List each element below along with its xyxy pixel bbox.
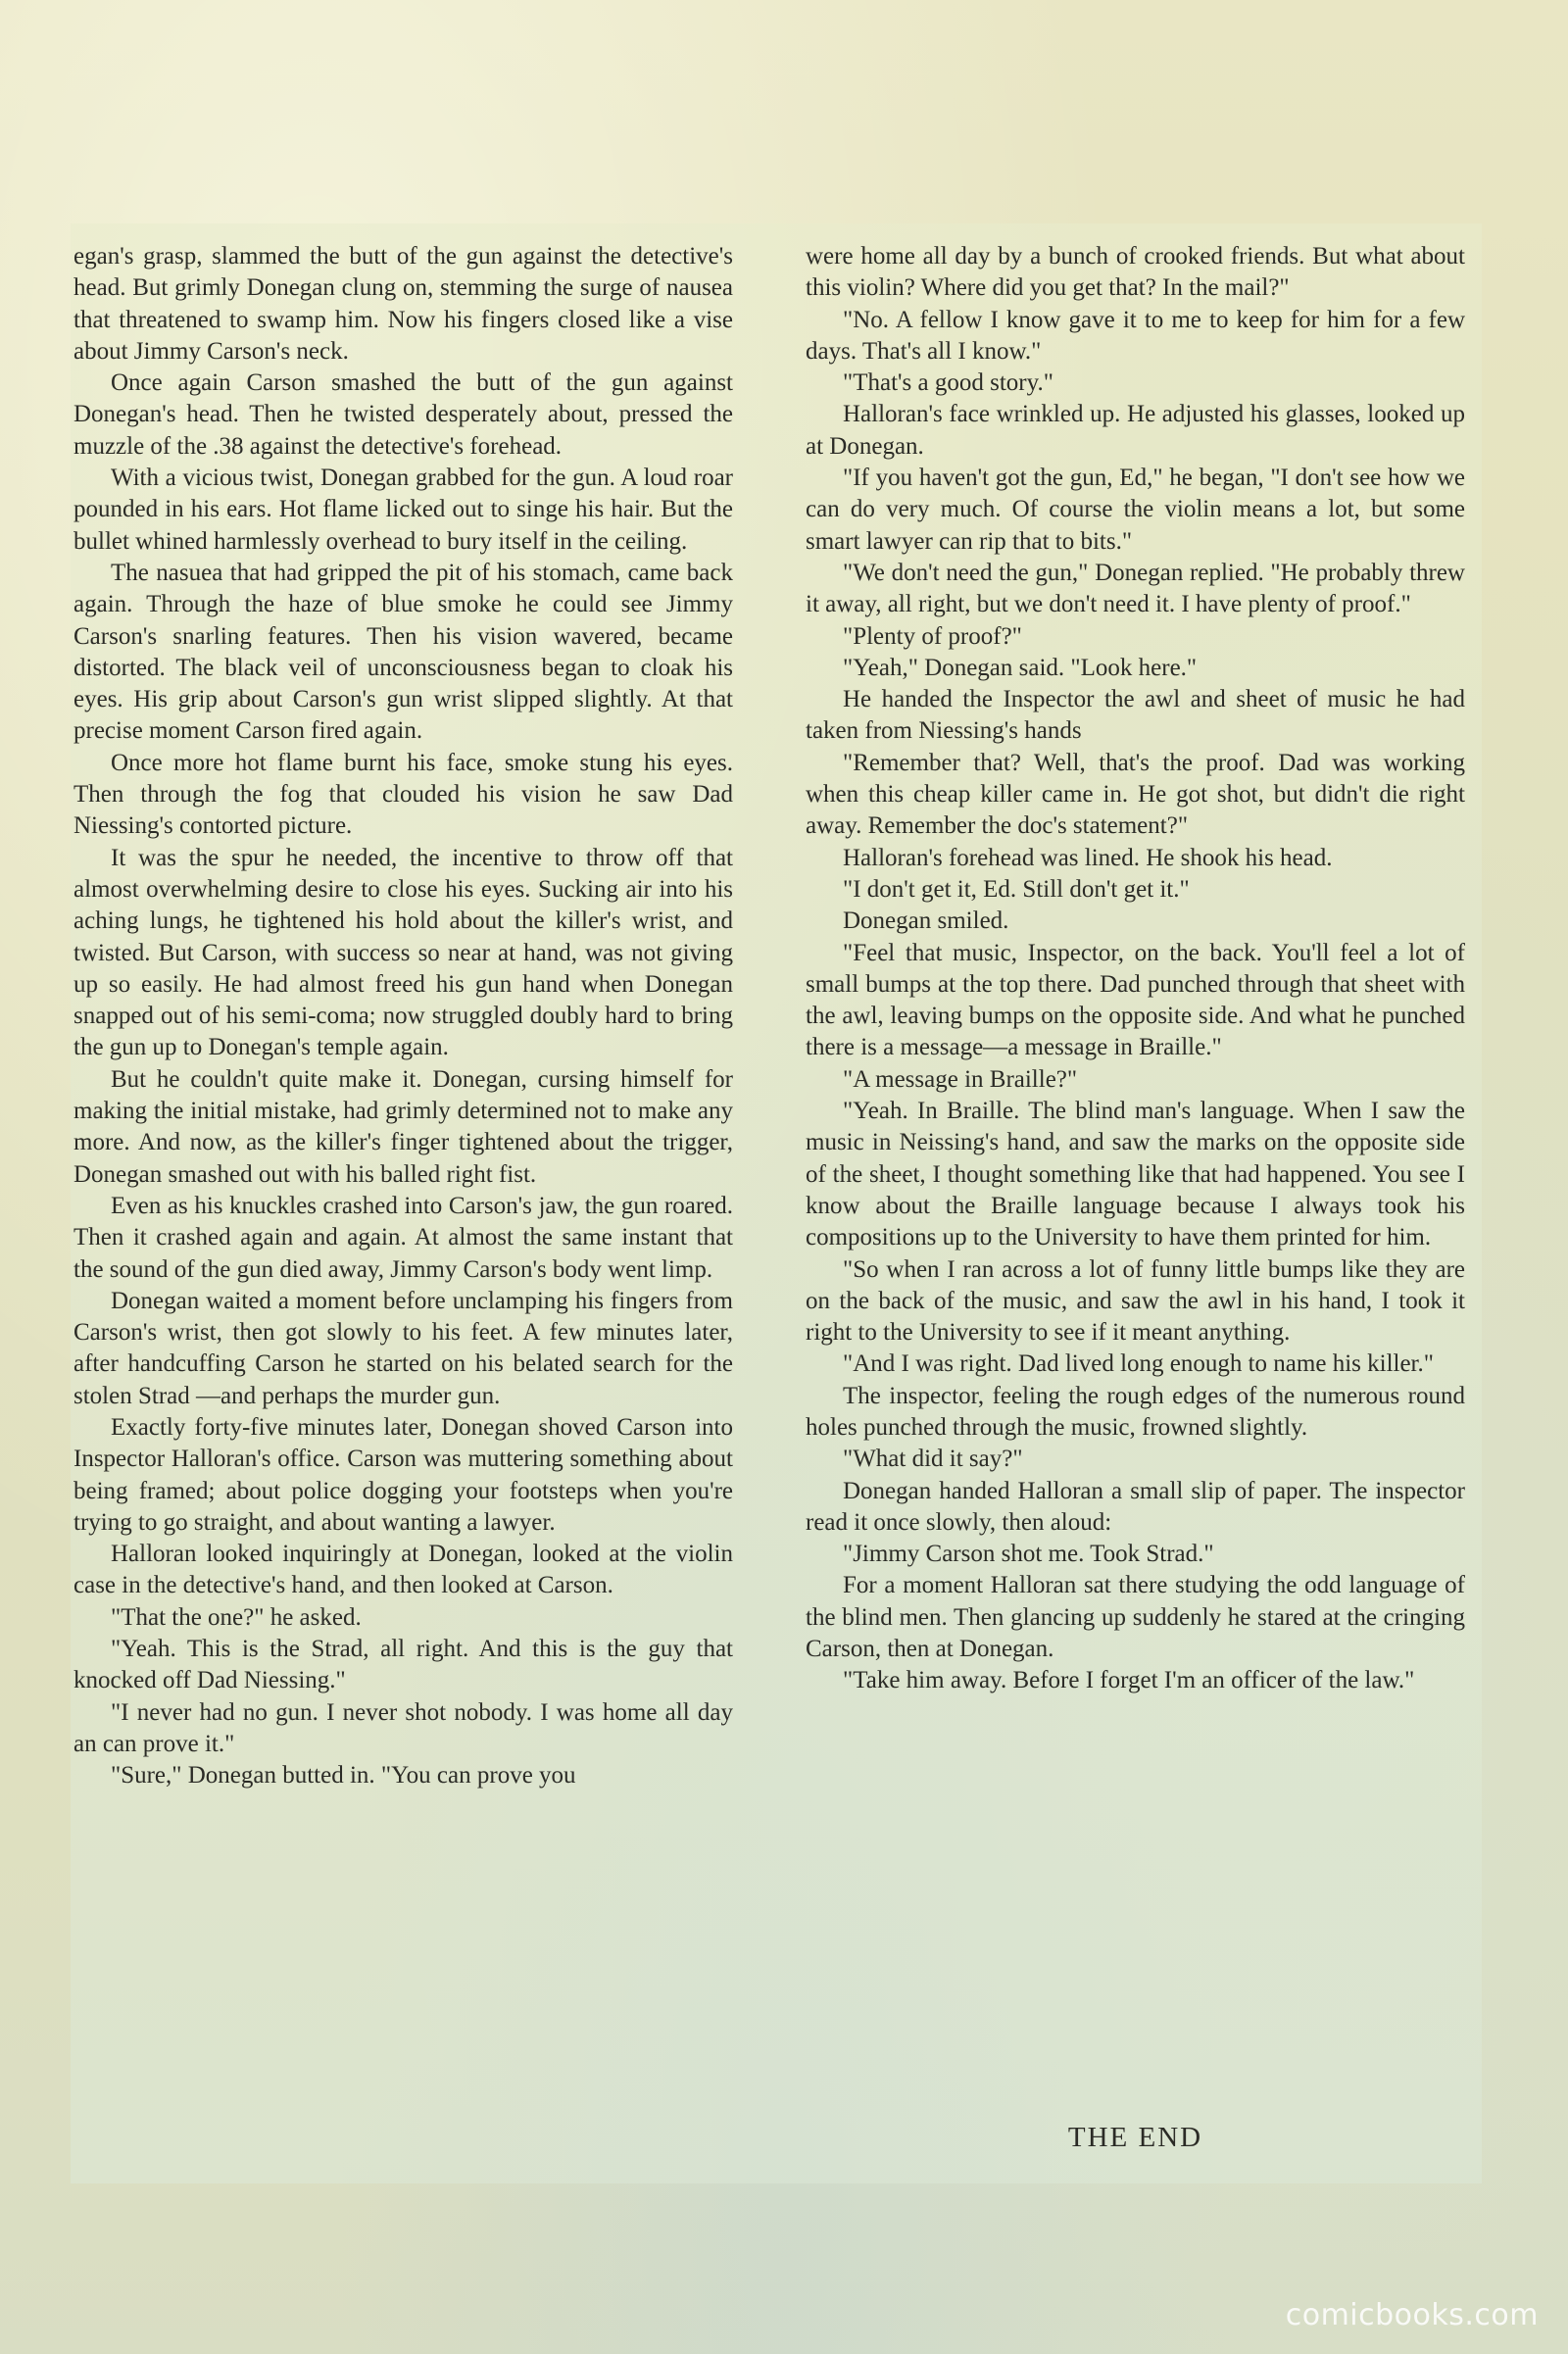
paragraph: Halloran looked inquiringly at Donegan, looked at the violin case in the detective's hand, and then looked at Carson.: [74, 1541, 733, 1599]
paragraph: "I never had no gun. I never shot nobody. I was home all day an can prove it.": [74, 1698, 733, 1757]
paragraph: The nasuea that had gripped the pit of his stomach, came back again. Through the haze of blue smoke he could see Jimmy Carson's snarling features. Then his vision wavered, became distorted. The black veil of unconsciousness began to cloak his eyes. His grip about Carson's gun wrist slipped slightly. At that precise moment Carson fired again.: [74, 559, 733, 745]
paragraph: "Remember that? Well, that's the proof. Dad was working when this cheap killer came in. He got shot, but didn't die right away. Remember the doc's statement?": [806, 749, 1465, 840]
paragraph: For a moment Halloran sat there studying the odd language of the blind men. Then glancing up suddenly he stared at the cringing Carson, then at Donegan.: [806, 1572, 1465, 1663]
paragraph: "I don't get it, Ed. Still don't get it.": [843, 875, 1190, 903]
paragraph: Even as his knuckles crashed into Carson's jaw, the gun roared. Then it crashed again and again. At almost the same instant that the sound of the gun died away, Jimmy Carson's body went limp.: [74, 1192, 733, 1283]
paragraph: Once again Carson smashed the butt of the gun against Donegan's head. Then he twisted desperately about, pressed the muzzle of the .38 against the detective's forehead.: [74, 369, 733, 460]
paragraph: It was the spur he needed, the incentive to throw off that almost overwhelming desire to close his eyes. Sucking air into his aching lungs, he tightened his hold about the killer's wrist, and twisted. But Carson, with success so near at hand, was not giving up so easily. He had almost freed his gun hand when Donegan snapped out of his semi-coma; now struggled doubly hard to bring the gun up to Donegan's temple again.: [74, 844, 733, 1061]
paragraph: "Take him away. Before I forget I'm an officer of the law.": [843, 1667, 1415, 1694]
paragraph: "Sure," Donegan butted in. "You can prove you: [111, 1762, 576, 1790]
paragraph: "Plenty of proof?": [843, 622, 1022, 650]
paragraph: Donegan handed Halloran a small slip of paper. The inspector read it once slowly, then aloud:: [806, 1477, 1465, 1536]
paragraph: "That the one?" he asked.: [111, 1603, 362, 1631]
paragraph: "Yeah," Donegan said. "Look here.": [843, 654, 1198, 681]
paragraph: But he couldn't quite make it. Donegan, cursing himself for making the initial mistake, had grimly determined not to make any more. And now, as the killer's finger tightened about the trigger, Donegan smashed out with his balled right fist.: [74, 1065, 733, 1188]
paragraph: egan's grasp, slammed the butt of the gun against the detective's head. But grimly Donegan clung on, stemming the surge of nausea that threatened to swamp him. Now his fingers closed like a vise about Jimmy Carson's neck.: [74, 243, 733, 365]
paragraph: "Yeah. In Braille. The blind man's language. When I saw the music in Neissing's hand, and saw the marks on the opposite side of the sheet, I thought something like that had happened. You see I know about the Braille language because I always took his compositions up to the University to have them printed for him.: [806, 1098, 1465, 1251]
paragraph: "Feel that music, Inspector, on the back. You'll feel a lot of small bumps at the top there. Dad punched through that sheet with the awl, leaving bumps on the opposite side. And what he punched there is a message—a message in Braille.": [806, 939, 1465, 1061]
paragraph: "That's a good story.": [843, 369, 1054, 397]
paragraph: Halloran's face wrinkled up. He adjusted his glasses, looked up at Donegan.: [806, 401, 1465, 460]
paragraph: were home all day by a bunch of crooked friends. But what about this violin? Where did you get that? In the mail?": [806, 243, 1465, 302]
paragraph: Exactly forty-five minutes later, Donegan shoved Carson into Inspector Halloran's office. Carson was muttering something about being framed; about police dogging your footsteps when you're trying to go straight, and about wanting a lawyer.: [74, 1413, 733, 1536]
paragraph: Once more hot flame burnt his face, smoke stung his eyes. Then through the fog that clouded his vision he saw Dad Niessing's contorted picture.: [74, 749, 733, 840]
story-column-left: [74, 241, 733, 1792]
paragraph: He handed the Inspector the awl and sheet of music he had taken from Niessing's hands: [806, 686, 1465, 745]
paragraph: "A message in Braille?": [843, 1065, 1078, 1093]
paragraph: "And I was right. Dad lived long enough to name his killer.": [843, 1350, 1434, 1378]
paragraph: "Yeah. This is the Strad, all right. And this is the guy that knocked off Dad Niessing.": [74, 1636, 733, 1694]
paragraph: The inspector, feeling the rough edges of the numerous round holes punched through the music, frowned slightly.: [806, 1382, 1465, 1441]
paragraph: "What did it say?": [843, 1446, 1023, 1473]
site-watermark: comicbooks.com: [1285, 2298, 1539, 2332]
paragraph: "We don't need the gun," Donegan replied. "He probably threw it away, all right, but we don't need it. I have plenty of proof.": [806, 559, 1465, 618]
paragraph: "So when I ran across a lot of funny little bumps like they are on the back of the music, and saw the awl in his hand, I took it right to the University to see if it meant anything.: [806, 1255, 1465, 1347]
the-end-label: THE END: [1067, 2122, 1203, 2153]
paragraph: Donegan waited a moment before unclamping his fingers from Carson's wrist, then got slowly to his feet. A few minutes later, after handcuffing Carson he started on his belated search for the stolen Strad —and perhaps the murder gun.: [74, 1287, 733, 1409]
paragraph: With a vicious twist, Donegan grabbed for the gun. A loud roar pounded in his ears. Hot flame licked out to singe his hair. But the bullet whined harmlessly overhead to bury itself in the ceiling.: [74, 465, 733, 555]
paragraph: Halloran's forehead was lined. He shook his head.: [843, 844, 1333, 871]
paragraph: "No. A fellow I know gave it to me to keep for him for a few days. That's all I know.": [806, 306, 1465, 365]
paragraph: "Jimmy Carson shot me. Took Strad.": [843, 1541, 1214, 1568]
paragraph: Donegan smiled.: [843, 907, 1009, 935]
story-column-right: [806, 241, 1465, 1697]
paragraph: "If you haven't got the gun, Ed," he began, "I don't see how we can do very much. Of course the violin means a lot, but some smart lawyer can rip that to bits.": [806, 465, 1465, 555]
